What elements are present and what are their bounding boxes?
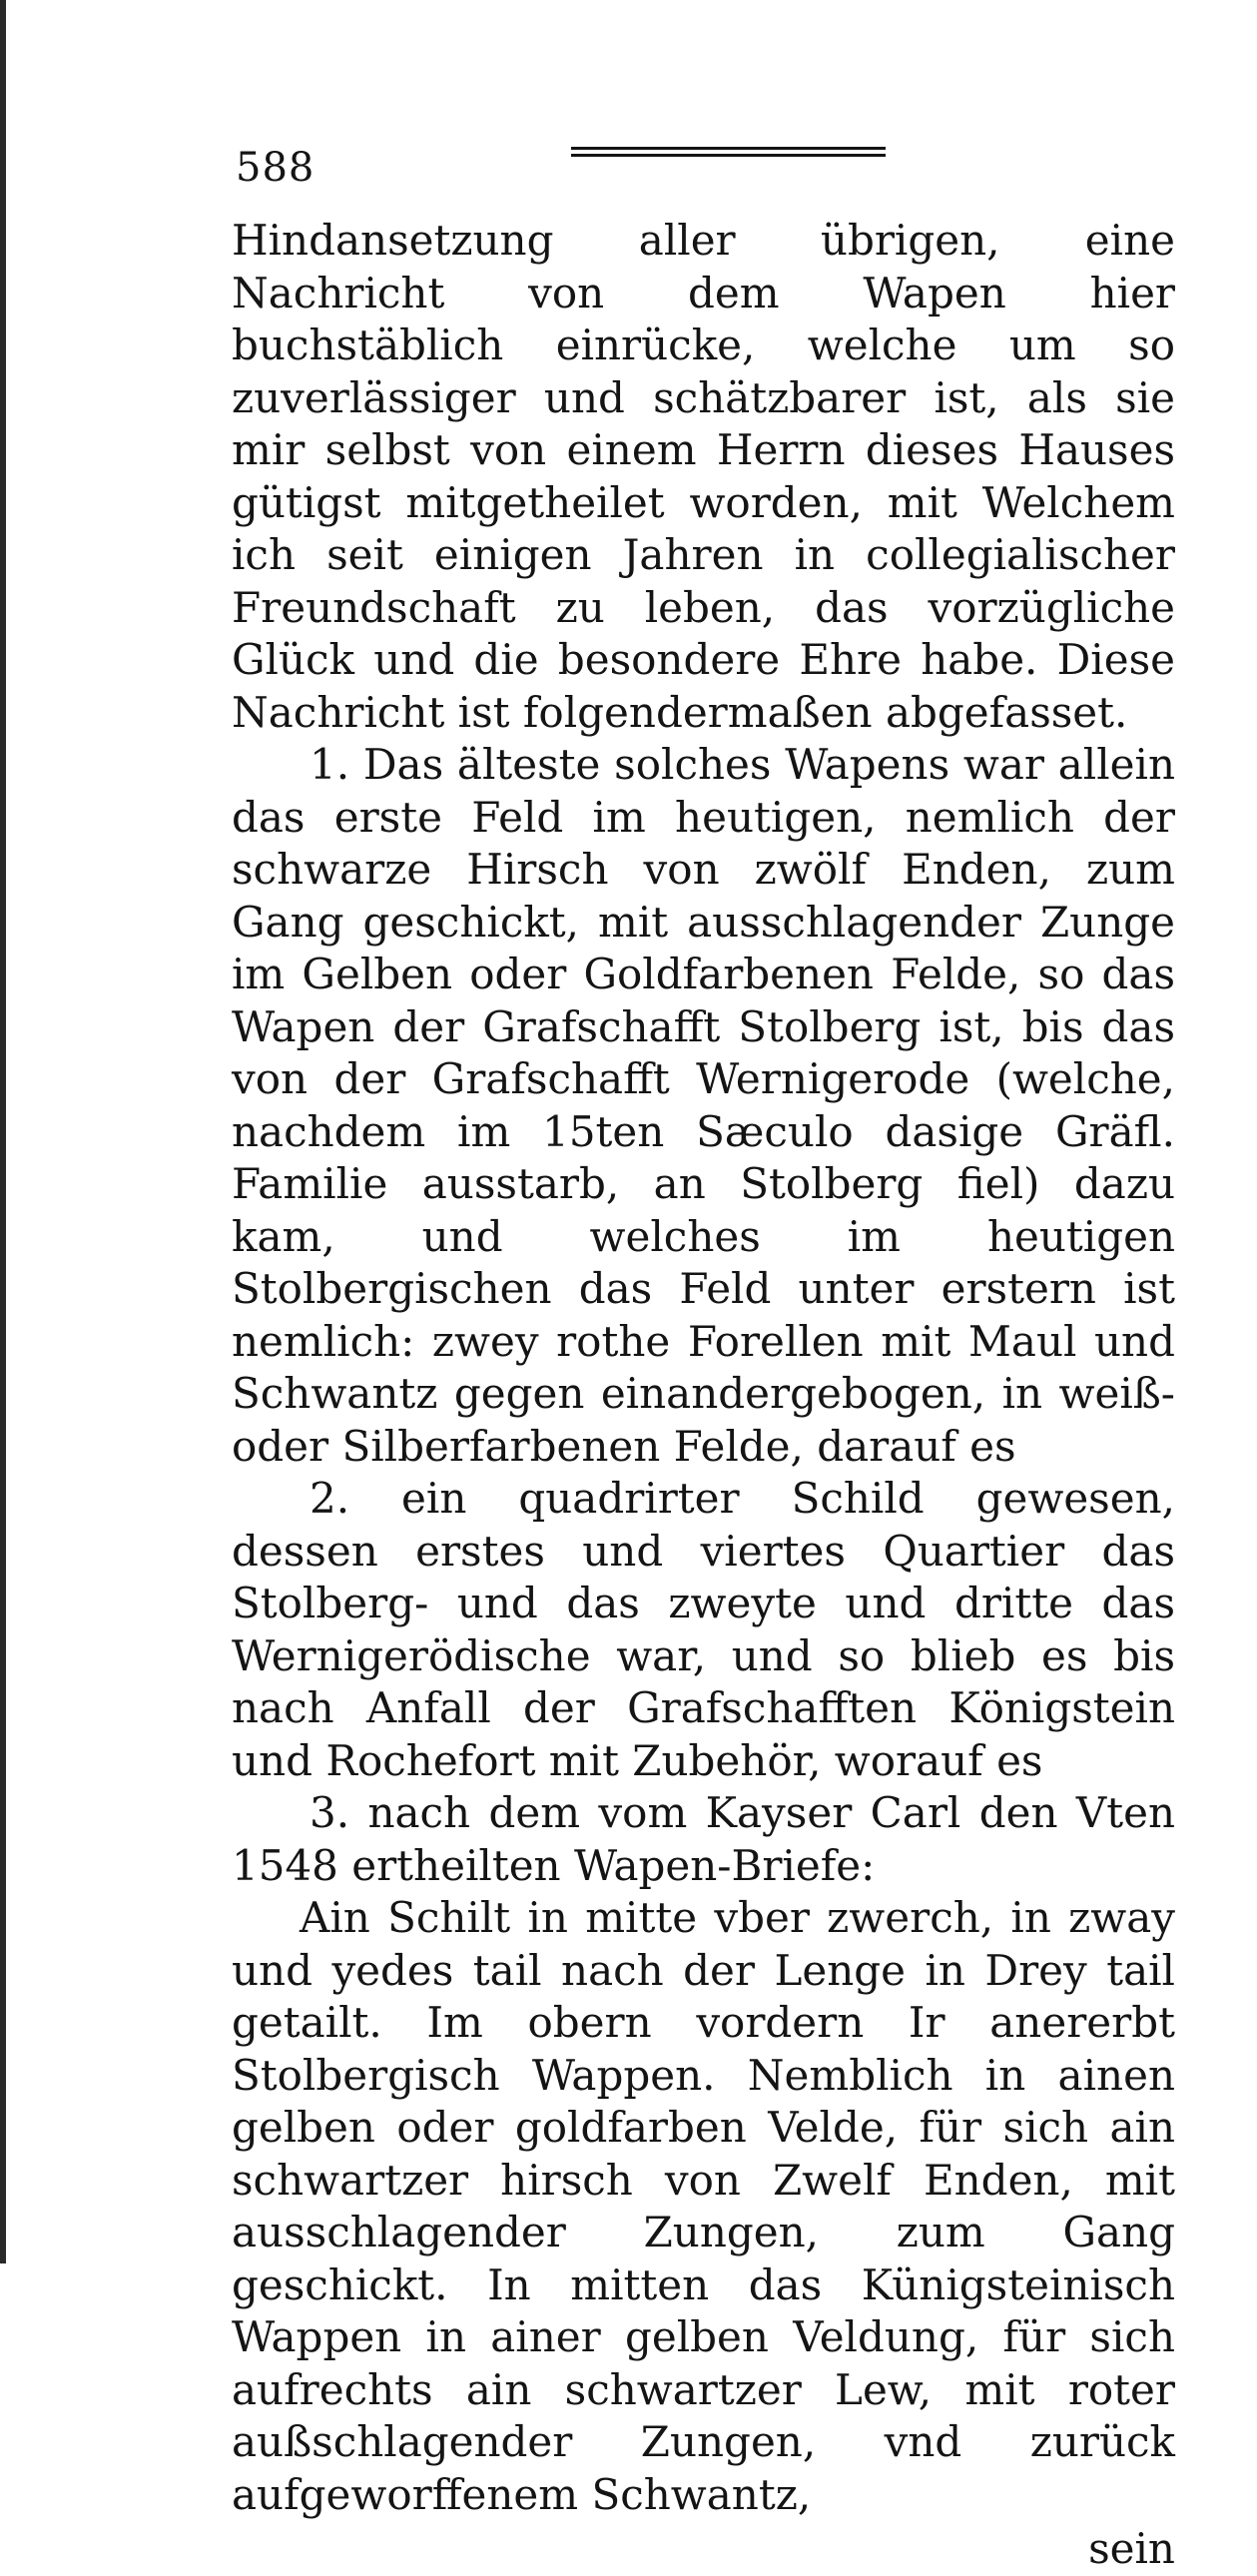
paragraph-item-3: 3. nach dem vom Kayser Carl den Vten 1548 ertheilten Wapen-Briefe: (232, 1788, 1175, 1890)
book-page (232, 125, 1175, 2576)
page-number: 588 (236, 145, 315, 191)
page-header (232, 125, 1175, 215)
header-rule-line (571, 147, 886, 150)
paragraph-item-1: 1. Das älteste solches Wapens war allein das erste Feld im heutigen, nemlich der schwarze Hirsch von zwölf Enden, zum Gang geschickt, mit ausschlagender Zunge im Gelben oder Goldfarbenen Felde, so das Wapen der Grafschafft Stolberg ist, bis das von der Grafschafft Wernigerode (welche, nachdem im 15ten Sæculo dasige Gräfl. Familie ausstarb, an Stolberg fiel) dazu kam, und welches im heutigen Stolbergischen das Feld unter erstern ist nemlich: zwey rothe Forellen mit Maul und Schwantz gegen einandergebogen, in weiß- oder Silberfarbenen Felde, darauf es (232, 740, 1175, 1471)
paragraph-quotation: Ain Schilt in mitte vber zwerch, in zway und yedes tail nach der Lenge in Drey tail getailt. Im obern vordern Ir anererbt Stolbergisch Wappen. Nemblich in ainen gelben oder goldfarben Velde, für sich ain schwartzer hirsch von Zwelf Enden, mit ausschlagender Zungen, zum Gang geschickt. In mitten das Künigsteinisch Wappen in ainer gelben Veldung, für sich aufrechts ain schwartzer Lew, mit roter außschlagender Zungen, vnd zurück aufgeworffenem Schwantz, (232, 1893, 1175, 2519)
catchword: sein (1088, 2524, 1175, 2573)
paragraph-item-2: 2. ein quadrirter Schild gewesen, dessen erstes und viertes Quartier das Stolberg- und das zweyte und dritte das Wernigerödische war, und so blieb es bis nach Anfall der Grafschafften Königstein und Rochefort mit Zubehör, worauf es (232, 1474, 1175, 1785)
header-ornament-rule (571, 147, 886, 165)
paragraph-intro: Hindansetzung aller übrigen, eine Nachricht von dem Wapen hier buchstäblich einrücke, welche um so zuverlässiger und schätzbarer ist, als sie mir selbst von einem Herrn dieses Hauses gütigst mitgetheilet worden, mit Welchem ich seit einigen Jahren in collegialischer Freundschaft zu leben, das vorzügliche Glück und die besondere Ehre habe. Diese Nachricht ist folgendermaßen abgefasset. (232, 216, 1175, 737)
body-text (232, 215, 1175, 2576)
header-rule-line (571, 154, 886, 157)
scan-border (0, 0, 6, 2263)
